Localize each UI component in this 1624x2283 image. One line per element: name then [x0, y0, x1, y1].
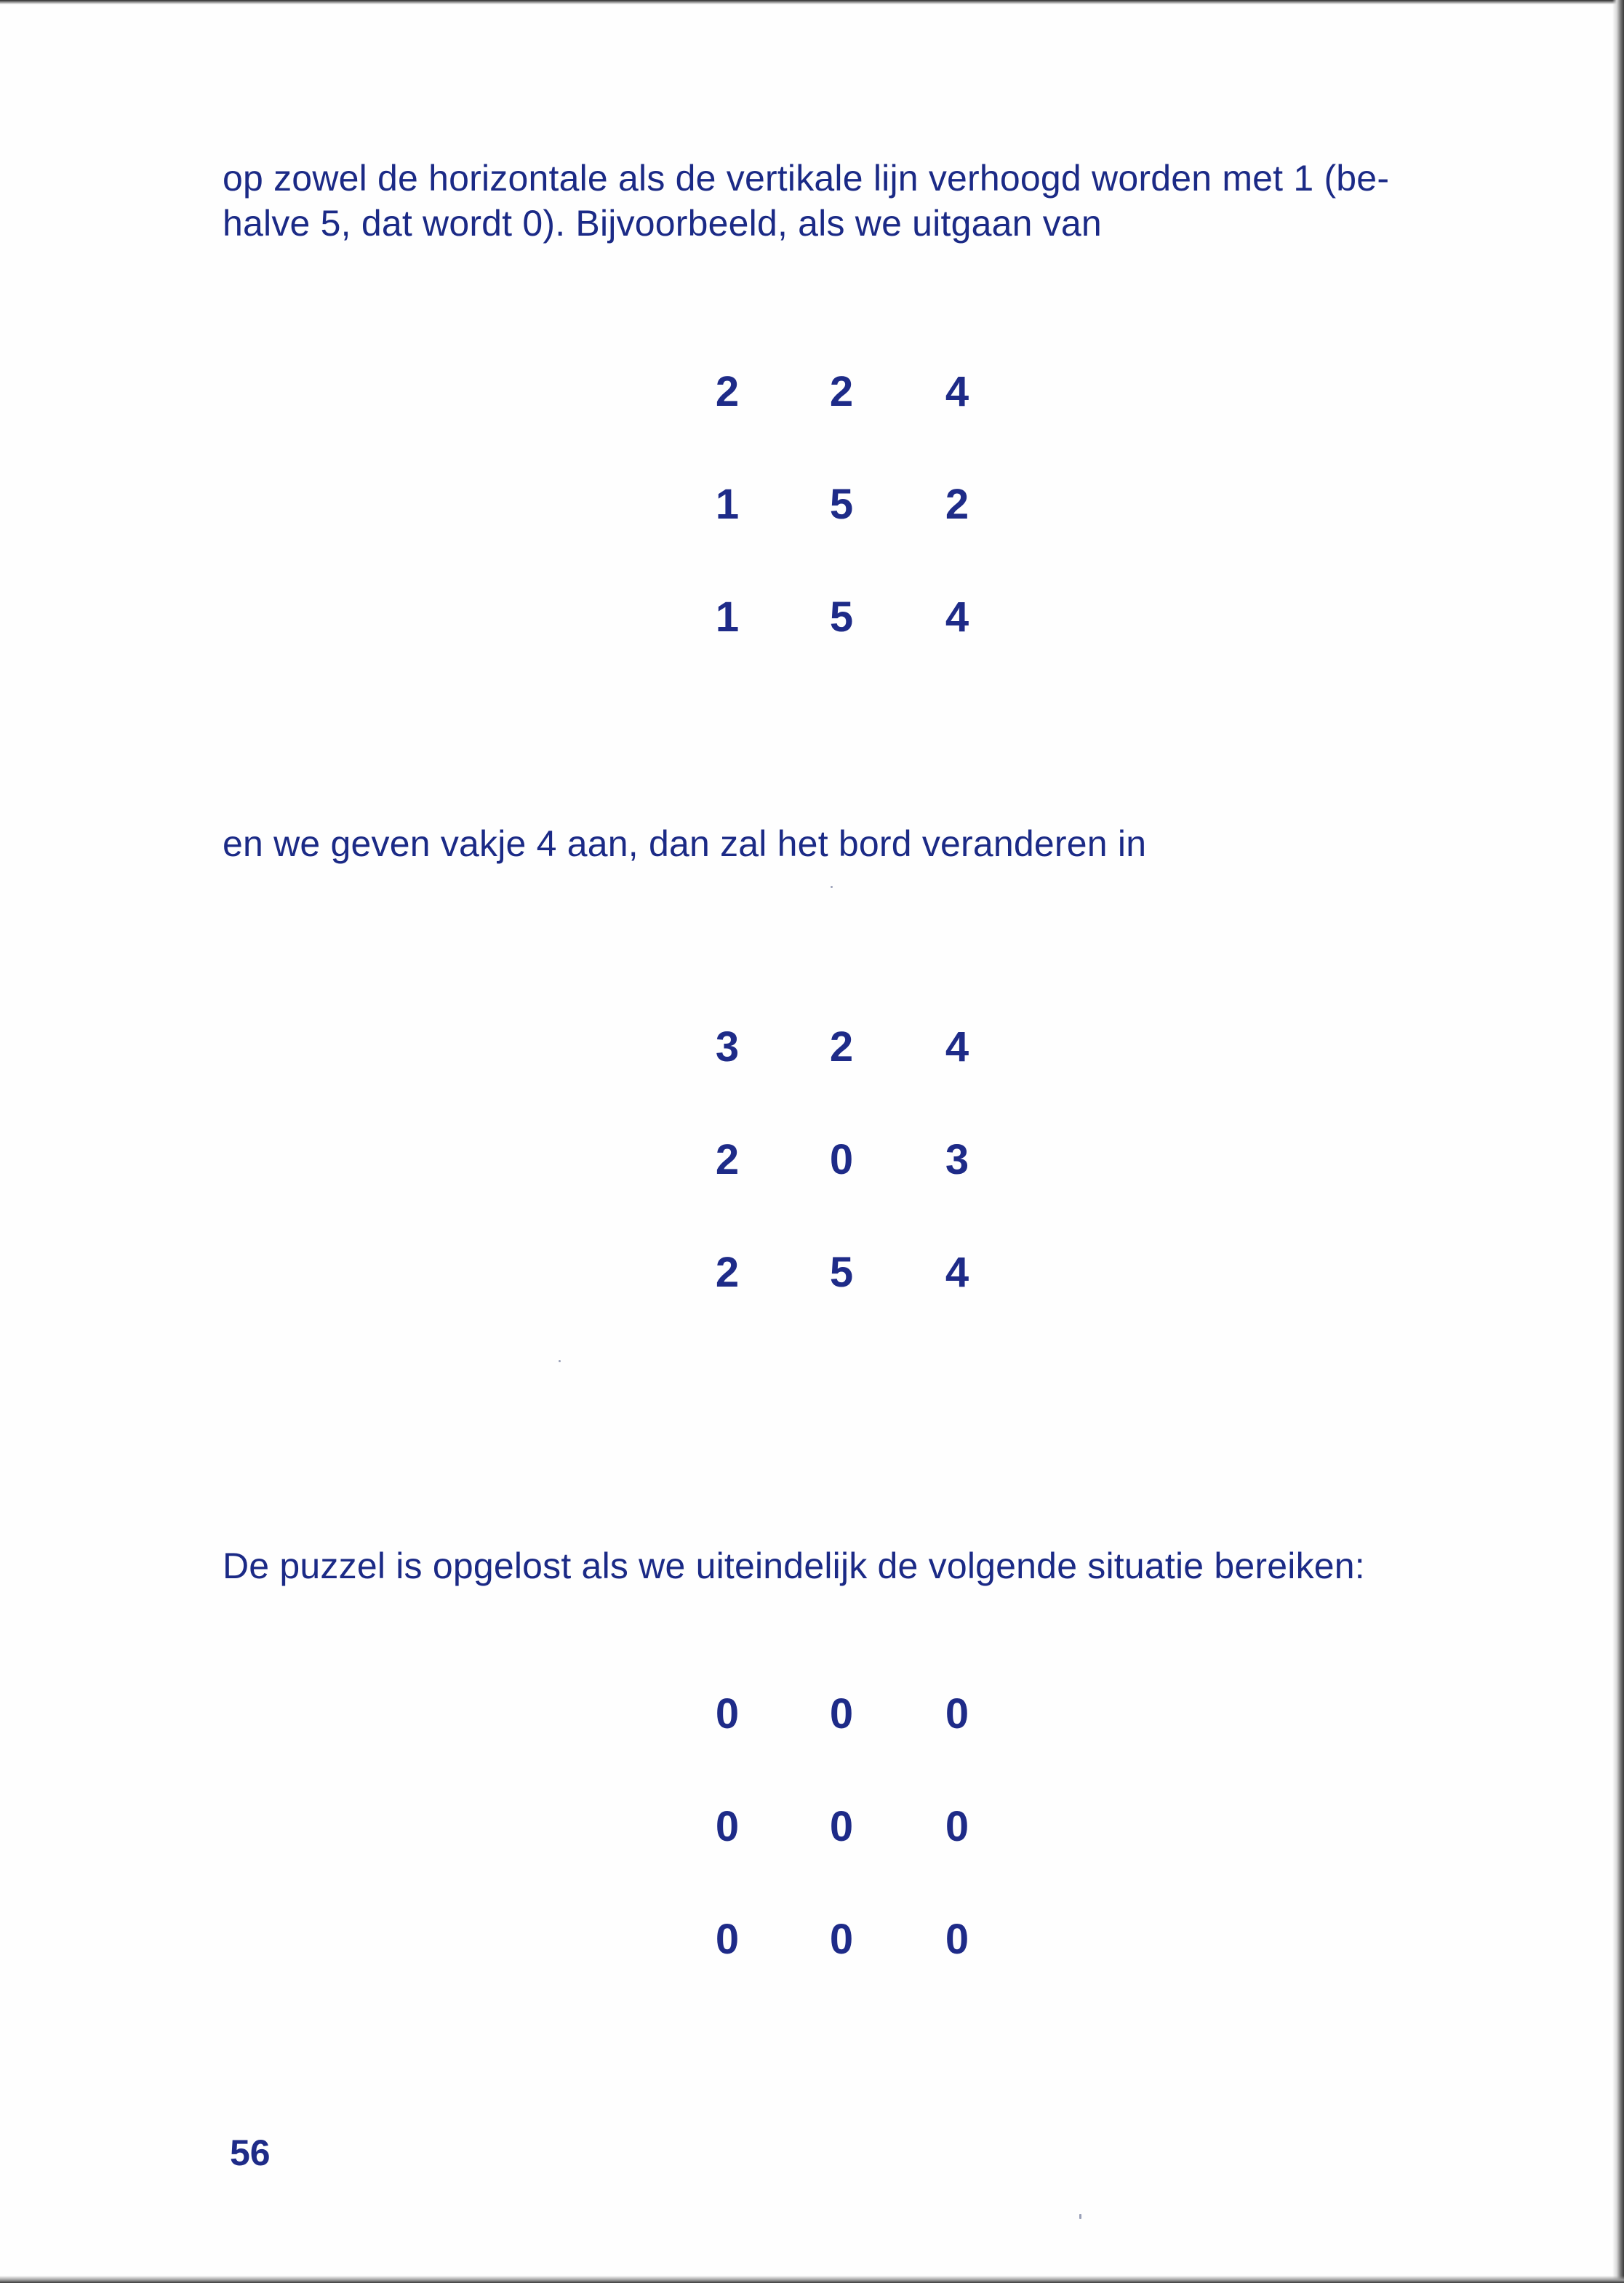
board-cell: 0 [829, 1916, 854, 1963]
board-row [698, 479, 989, 592]
closing-paragraph [223, 1543, 1473, 1588]
board-cell: 3 [715, 1023, 740, 1071]
intro-paragraph [223, 156, 1473, 246]
board-cell: 0 [945, 1916, 969, 1963]
board-row [698, 592, 989, 705]
changed-board-grid [698, 1022, 989, 1360]
board-row [698, 1914, 989, 2027]
board-cell: 0 [829, 1803, 854, 1850]
board-cell: 4 [945, 368, 969, 415]
start-board-grid [698, 367, 989, 705]
board-row [698, 1802, 989, 1914]
middle-paragraph [223, 821, 1473, 866]
board-cell: 2 [715, 1136, 740, 1183]
board-cell: 0 [715, 1916, 740, 1963]
board-cell: 2 [715, 1249, 740, 1296]
board-row [698, 1135, 989, 1247]
board-cell: 2 [829, 1023, 854, 1071]
board-cell: 4 [945, 593, 969, 641]
board-cell: 0 [945, 1690, 969, 1738]
page-edge-right [1612, 0, 1624, 2283]
board-row [698, 1247, 989, 1360]
scan-speck [831, 886, 833, 888]
board-cell: 1 [715, 481, 740, 528]
board-cell: 2 [715, 368, 740, 415]
page-edge-bottom [0, 2276, 1624, 2283]
board-cell: 2 [945, 481, 969, 528]
board-cell: 4 [945, 1023, 969, 1071]
board-cell: 5 [829, 593, 854, 641]
solved-board-grid [698, 1689, 989, 2027]
scan-speck [1079, 2214, 1081, 2219]
board-row [698, 1022, 989, 1135]
board-cell: 3 [945, 1136, 969, 1183]
board-cell: 5 [829, 481, 854, 528]
scan-speck [559, 1360, 561, 1362]
board-cell: 1 [715, 593, 740, 641]
board-cell: 0 [715, 1803, 740, 1850]
board-cell: 4 [945, 1249, 969, 1296]
board-cell: 0 [829, 1690, 854, 1738]
board-cell: 0 [829, 1136, 854, 1183]
board-cell: 2 [829, 368, 854, 415]
page-number: 56 [230, 2132, 271, 2173]
intro-line-1: op zowel de horizontale als de vertikale lijn verhoogd worden met 1 (be- [223, 158, 1390, 199]
board-cell: 5 [829, 1249, 854, 1296]
board-row [698, 367, 989, 479]
page-edge-top [0, 0, 1624, 4]
intro-line-2: halve 5, dat wordt 0). Bijvoorbeeld, als we uitgaan van [223, 203, 1102, 244]
board-cell: 0 [715, 1690, 740, 1738]
board-cell: 0 [945, 1803, 969, 1850]
board-row [698, 1689, 989, 1802]
closing-line: De puzzel is opgelost als we uiteindelijk de volgende situatie bereiken: [223, 1546, 1365, 1586]
middle-line: en we geven vakje 4 aan, dan zal het bord veranderen in [223, 823, 1147, 864]
